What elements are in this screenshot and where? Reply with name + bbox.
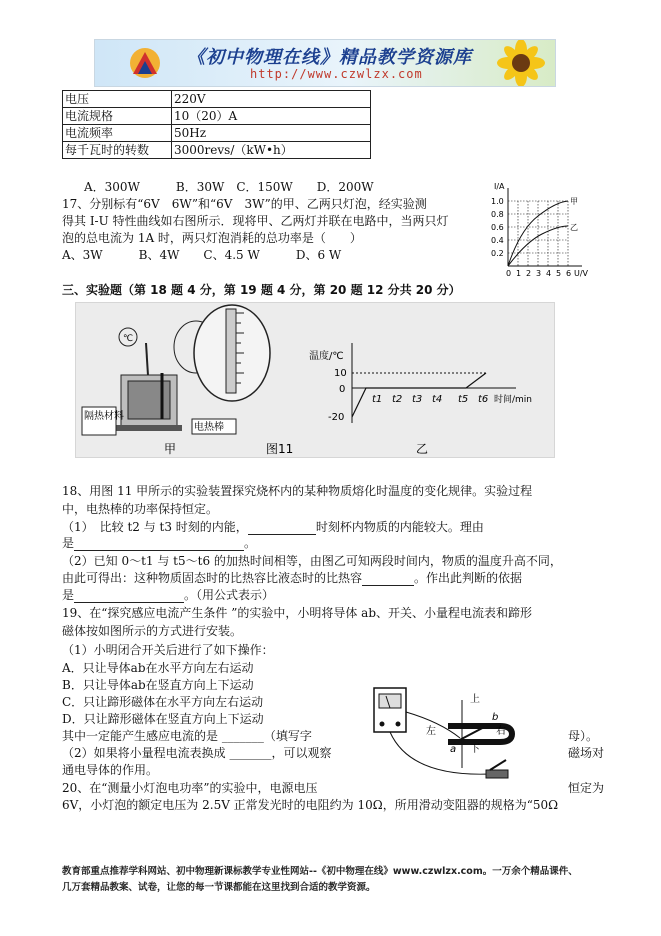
q19-line: 磁场对 <box>568 746 605 760</box>
q18-text: 。（用公式表示） <box>184 588 275 602</box>
q17-line: 泡的总电流为 1A 时，两只灯泡消耗的总功率是（ ） <box>62 231 362 245</box>
caption-figure: 图11 <box>266 442 294 456</box>
x-tick: 6 <box>566 269 572 278</box>
answer-blank[interactable] <box>74 550 244 551</box>
terminal-icon <box>380 722 385 727</box>
table-cell: 220V <box>172 91 371 108</box>
q18-text: 时刻杯内物质的内能较大。理由 <box>315 520 484 534</box>
direction-label-down: 下 <box>470 744 480 755</box>
q20-line: 恒定为 <box>568 781 605 795</box>
switch-icon <box>486 770 508 778</box>
caption-jia: 甲 <box>164 442 177 456</box>
q16-options: A．300W B．30W C．150W D．200W <box>84 180 374 194</box>
q19-line: 其中一定能产生感应电流的是 _______（填写字 <box>62 729 312 743</box>
figure-11-drawing <box>76 303 554 457</box>
q18-line <box>62 519 484 535</box>
x-tick: 2 <box>526 269 532 278</box>
answer-blank[interactable] <box>362 585 414 586</box>
table-row <box>63 125 371 142</box>
time-tick: t4 <box>432 394 443 405</box>
time-tick: t1 <box>372 394 383 405</box>
q19-option: A．只让导体ab在水平方向左右运动 <box>62 661 254 675</box>
q19-option: B．只让导体ab在竖直方向上下运动 <box>62 678 254 692</box>
table-cell: 3000revs/（kW•h） <box>172 142 371 159</box>
y-tick: 0.2 <box>491 249 504 258</box>
answer-blank[interactable] <box>74 602 184 603</box>
q18-line: 18、用图 11 甲所示的实验装置探究烧杯内的某种物质熔化时温度的变化规律。实验过程 <box>62 484 533 498</box>
point-label-b: b <box>492 712 499 723</box>
table-cell: 50Hz <box>172 125 371 142</box>
q19-option: C．只让蹄形磁体在水平方向左右运动 <box>62 695 264 709</box>
heater-label: 电热棒 <box>194 422 224 433</box>
footer <box>62 864 578 896</box>
table-cell: 每千瓦时的转数 <box>63 142 172 159</box>
q18-text: （1） 比较 t2 与 t3 时刻的内能， <box>62 520 248 534</box>
grid <box>508 201 568 266</box>
header-banner <box>94 39 556 87</box>
q19-line: 母）。 <box>568 729 599 743</box>
temp-axis-label: 温度/℃ <box>309 351 344 362</box>
q19-line: 通电导体的作用。 <box>62 763 159 777</box>
table-cell: 电压 <box>63 91 172 108</box>
q17-line: 17、分别标有“6V 6W”和“6V 3W”的甲、乙两只灯泡，经实验测 <box>62 197 427 211</box>
temp-tick: -20 <box>328 412 345 423</box>
q19-line: 磁体按如图所示的方式进行安装。 <box>62 624 243 638</box>
degree-sign-icon: ℃ <box>123 334 134 344</box>
y-tick: 0.6 <box>491 223 504 232</box>
x-tick: 3 <box>536 269 542 278</box>
section-title: 三、实验题（第 18 题 4 分，第 19 题 4 分，第 20 题 12 分共 20 分） <box>62 283 461 297</box>
y-tick: 0.4 <box>491 236 504 245</box>
temp-tick: 10 <box>334 368 347 379</box>
x-tick: 1 <box>516 269 522 278</box>
q18-line: 中，电热棒的功率保持恒定。 <box>62 502 219 516</box>
q20-line: 6V，小灯泡的额定电压为 2.5V 正常发光时的电阻约为 10Ω，所用滑动变阻器的规格为“50Ω <box>62 798 559 812</box>
sunflower-icon <box>487 40 555 86</box>
y-axis-label: I/A <box>494 182 505 191</box>
figure-11 <box>75 302 555 458</box>
banner-url[interactable]: http://www.czwlzx.com <box>250 67 423 81</box>
x-tick: 5 <box>556 269 562 278</box>
answer-blank[interactable] <box>248 534 316 535</box>
x-axis-label: U/V <box>574 269 589 278</box>
direction-label-up: 上 <box>470 694 480 705</box>
table-cell: 电流规格 <box>63 108 172 125</box>
heater-base <box>116 425 182 431</box>
time-tick: t5 <box>458 394 469 405</box>
q17-options: A、3W B、4W C、4.5 W D、6 W <box>62 248 342 262</box>
time-tick: t3 <box>412 394 423 405</box>
curve-label: 甲 <box>570 197 578 206</box>
table-row <box>63 142 371 159</box>
q18-text: 是 <box>62 588 75 602</box>
caption-yi: 乙 <box>416 442 429 456</box>
q18-text: 由此可得出：这种物质固态时的比热容比液态时的比热容 <box>62 571 363 585</box>
q19-line: 19、在“探究感应电流产生条件 ”的实验中，小明将导体 ab、开关、小量程电流表和蹄形 <box>62 606 533 620</box>
q18-line <box>62 535 256 551</box>
table-row <box>63 108 371 125</box>
galvanometer-dial <box>379 694 401 708</box>
q18-line: （2）已知 0～t1 与 t5～t6 的加热时间相等，由图乙可知两段时间内，物质的温度升高不同， <box>62 554 562 568</box>
temp-tick: 0 <box>339 384 346 395</box>
x-tick: 4 <box>546 269 552 278</box>
q18-text: 。 <box>244 536 257 550</box>
q17-line: 得其 I-U 特性曲线如右图所示．现将甲、乙两灯并联在电路中，当两只灯 <box>62 214 449 228</box>
q18-line <box>62 587 274 603</box>
terminal-icon <box>396 722 401 727</box>
table-cell: 电流频率 <box>63 125 172 142</box>
switch-lever <box>490 760 506 770</box>
q18-line <box>62 570 522 586</box>
q19-line: （2）如果将小量程电流表换成 _______，可以观察 <box>62 746 332 760</box>
direction-label-right: 右 <box>496 726 506 737</box>
thermometer-scale <box>226 309 236 393</box>
substance <box>128 381 170 419</box>
q18-text: 是 <box>62 536 75 550</box>
footer-line: 教育部重点推荐学科网站、初中物理新课标教学专业性网站--《初中物理在线》www.czwlzx.com。一万余个精品课件、 <box>62 866 578 877</box>
table-cell: 10（20）A <box>172 108 371 125</box>
point-label-a: a <box>450 744 457 755</box>
meter-spec-table <box>62 90 371 159</box>
table-row <box>63 91 371 108</box>
time-tick: t6 <box>478 394 489 405</box>
y-tick: 0.8 <box>491 210 504 219</box>
q20-line: 20、在“测量小灯泡电功率”的实验中，电源电压 <box>62 781 318 795</box>
iu-curve-graph <box>490 180 600 280</box>
banner-title: 《初中物理在线》精品教学资源库 <box>187 47 472 68</box>
footer-line: 几万套精品教案、试卷，让您的每一节课都能在这里找到合适的教学资源。 <box>62 882 376 893</box>
direction-label-left: 左 <box>426 726 436 737</box>
q19-line: （1）小明闭合开关后进行了如下操作： <box>62 643 274 657</box>
time-axis-label: 时间/min <box>494 395 533 405</box>
q19-option: D．只让蹄形磁体在竖直方向上下运动 <box>62 712 264 726</box>
curve-label: 乙 <box>570 223 578 232</box>
x-tick: 0 <box>506 269 512 278</box>
induction-apparatus-figure <box>370 682 550 792</box>
insulation-label: 隔热材料 <box>84 411 124 422</box>
site-logo-icon <box>125 44 165 82</box>
q18-text: 。作出此判断的依据 <box>414 571 523 585</box>
time-tick: t2 <box>392 394 403 405</box>
y-tick: 1.0 <box>491 197 504 206</box>
